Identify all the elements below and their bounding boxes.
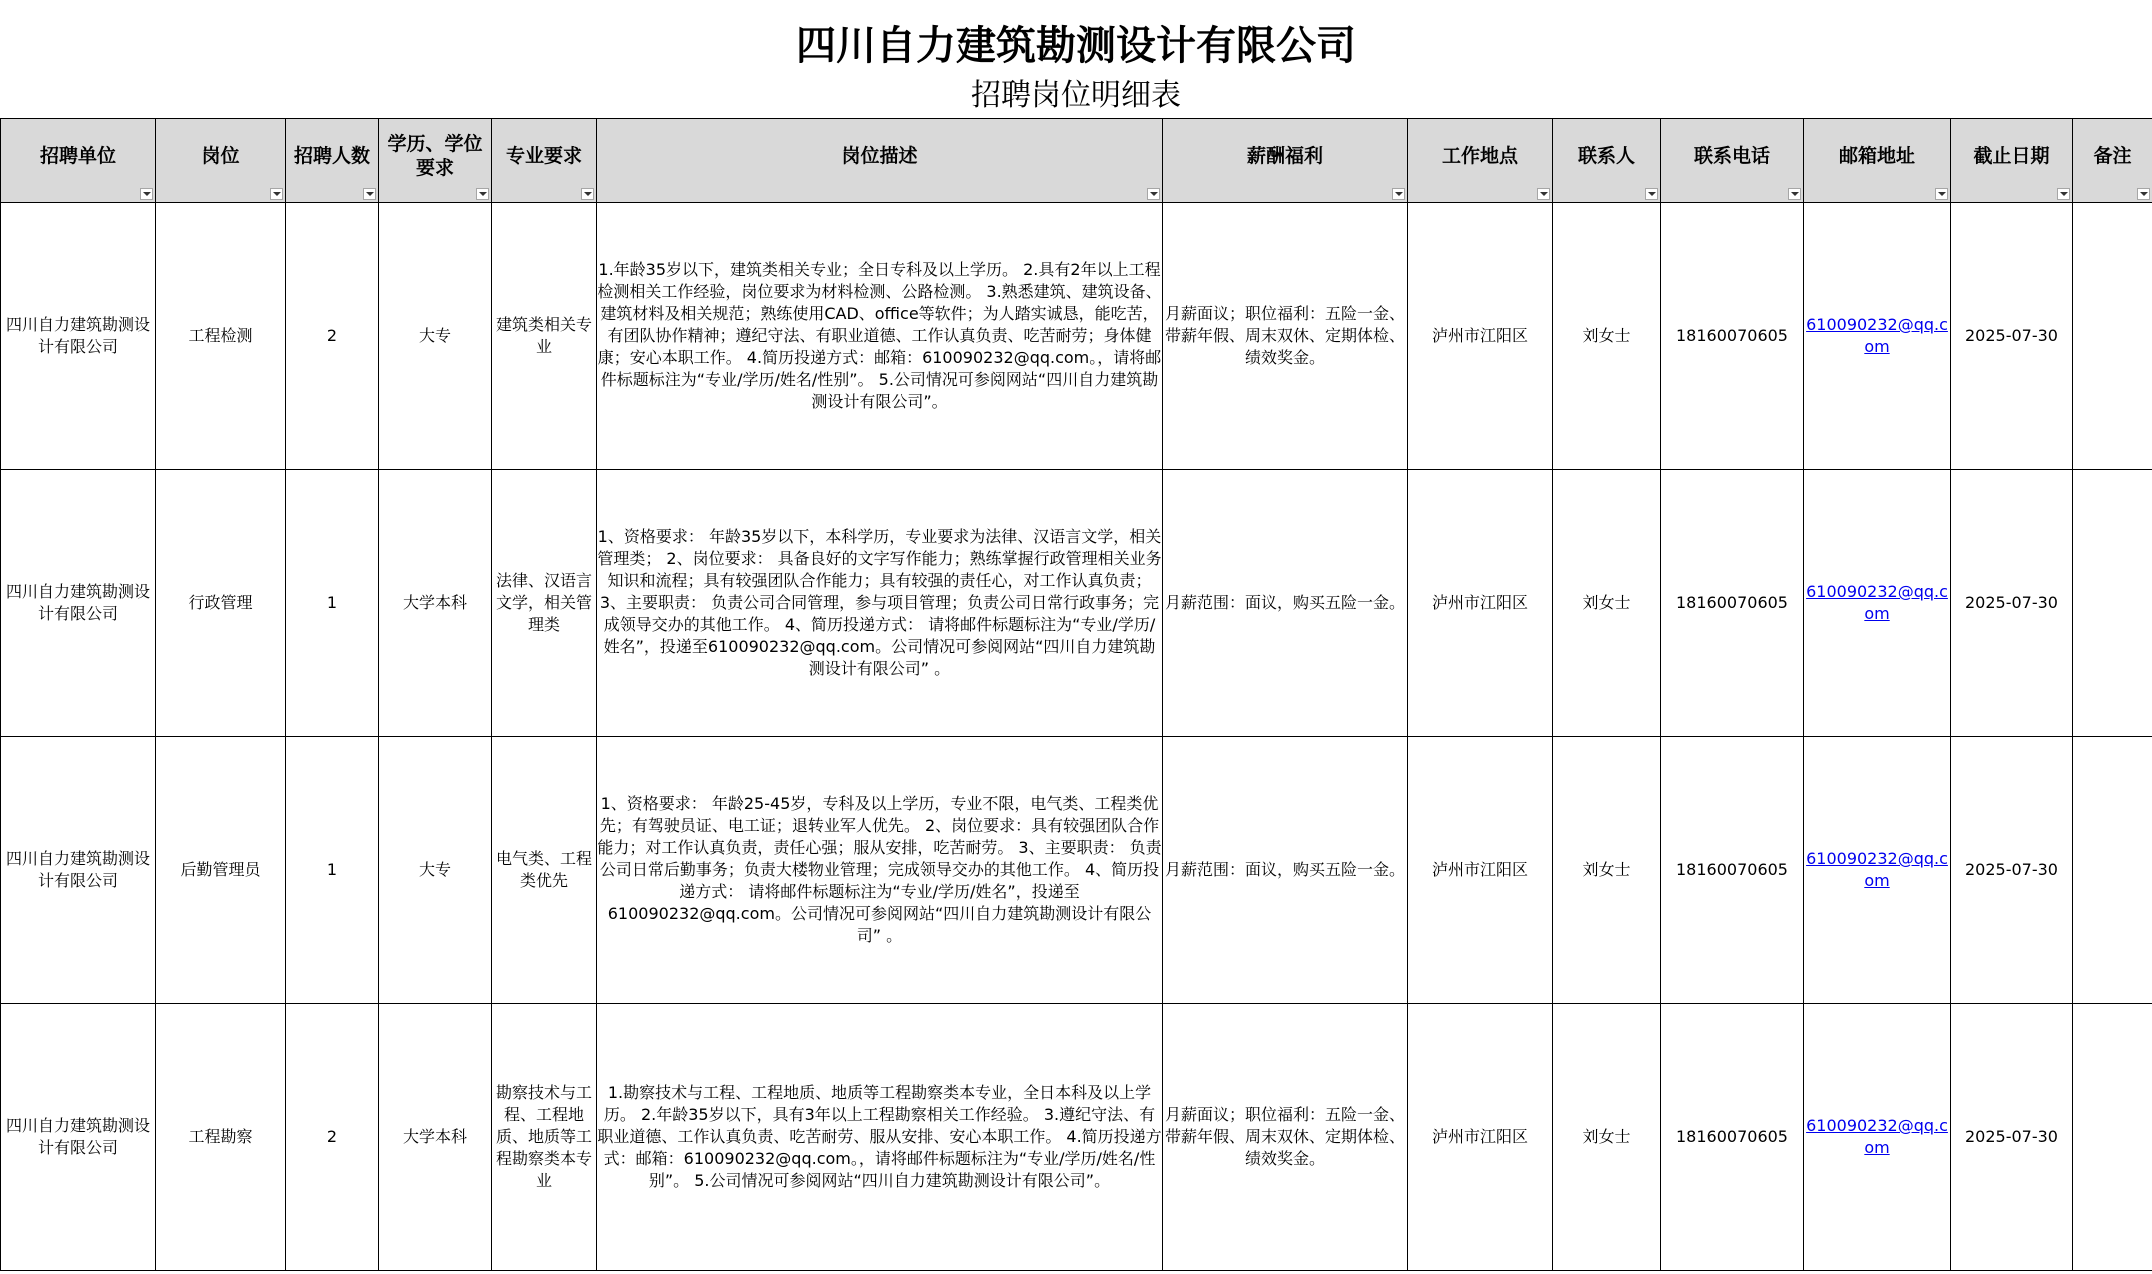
filter-dropdown-icon[interactable] — [2137, 188, 2150, 200]
cell-unit: 四川自力建筑勘测设计有限公司 — [1, 737, 156, 1004]
cell-location: 泸州市江阳区 — [1408, 203, 1553, 470]
cell-major: 电气类、工程类优先 — [492, 737, 597, 1004]
filter-dropdown-icon[interactable] — [476, 188, 489, 200]
header-label: 学历、学位要求 — [387, 132, 483, 179]
header-label: 薪酬福利 — [1246, 144, 1323, 167]
cell-description: 1.年龄35岁以下，建筑类相关专业；全日专科及以上学历。 2.具有2年以上工程检测相关工作经验，岗位要求为材料检测、公路检测。 3.熟悉建筑、建筑设备、建筑材料及相关规范；熟练使用CAD、office等软件；为人踏实诚恳，能吃苦，有团队协作精神；遵纪守法、有职业道德、工作认真负责、吃苦耐劳；身体健康；安心本职工作。 4.简历投递方式：邮箱：610090232@qq.com。，请将邮件标题标注为“专业/学历/姓名/性别”。 5.公司情况可参阅网站“四川自力建筑勘测设计有限公司”。 — [597, 203, 1163, 470]
cell-position: 工程勘察 — [156, 1004, 286, 1271]
header-position — [156, 119, 286, 203]
header-salary — [1163, 119, 1408, 203]
cell-count: 1 — [286, 470, 379, 737]
cell-phone: 18160070605 — [1661, 737, 1804, 1004]
cell-unit: 四川自力建筑勘测设计有限公司 — [1, 1004, 156, 1271]
header-major — [492, 119, 597, 203]
page-title: 四川自力建筑勘测设计有限公司 — [796, 23, 1356, 69]
cell-contact: 刘女士 — [1553, 737, 1661, 1004]
header-label: 专业要求 — [505, 144, 582, 167]
header-unit — [1, 119, 156, 203]
header-label: 截止日期 — [1973, 144, 2050, 167]
filter-dropdown-icon[interactable] — [1788, 188, 1801, 200]
filter-dropdown-icon[interactable] — [1935, 188, 1948, 200]
cell-education: 大专 — [379, 737, 492, 1004]
header-label: 联系电话 — [1693, 144, 1770, 167]
header-count — [286, 119, 379, 203]
cell-education: 大专 — [379, 203, 492, 470]
header-location — [1408, 119, 1553, 203]
header-email — [1804, 119, 1951, 203]
cell-remark — [2073, 470, 2152, 737]
cell-education: 大学本科 — [379, 470, 492, 737]
header-deadline — [1951, 119, 2073, 203]
header-contact — [1553, 119, 1661, 203]
cell-contact: 刘女士 — [1553, 470, 1661, 737]
cell-location: 泸州市江阳区 — [1408, 1004, 1553, 1271]
table-row — [1, 737, 2152, 1004]
cell-description: 1.勘察技术与工程、工程地质、地质等工程勘察类本专业，全日本科及以上学历。 2.年龄35岁以下，具有3年以上工程勘察相关工作经验。 3.遵纪守法、有职业道德、工作认真负责、吃苦耐劳、服从安排、安心本职工作。 4.简历投递方式：邮箱：610090232@qq.com。，请将邮件标题标注为“专业/学历/姓名/性别”。 5.公司情况可参阅网站“四川自力建筑勘测设计有限公司”。 — [597, 1004, 1163, 1271]
filter-dropdown-icon[interactable] — [1392, 188, 1405, 200]
filter-dropdown-icon[interactable] — [1147, 188, 1160, 200]
cell-description: 1、资格要求： 年龄35岁以下，本科学历，专业要求为法律、汉语言文学，相关管理类； 2、岗位要求： 具备良好的文字写作能力；熟练掌握行政管理相关业务知识和流程；具有较强团队合作能力；具有较强的责任心，对工作认真负责； 3、主要职责： 负责公司合同管理，参与项目管理；负责公司日常行政事务；完成领导交办的其他工作。 4、简历投递方式： 请将邮件标题标注为“专业/学历/姓名”，投递至610090232@qq.com。公司情况可参阅网站“四川自力建筑勘测设计有限公司” 。 — [597, 470, 1163, 737]
table-row — [1, 203, 2152, 470]
header-row — [1, 119, 2152, 203]
email-link[interactable]: 610090232@qq.com — [1806, 849, 1948, 890]
cell-phone: 18160070605 — [1661, 1004, 1804, 1271]
cell-salary: 月薪面议；职位福利：五险一金、带薪年假、周末双休、定期体检、绩效奖金。 — [1163, 1004, 1408, 1271]
filter-dropdown-icon[interactable] — [140, 188, 153, 200]
cell-salary: 月薪范围：面议，购买五险一金。 — [1163, 470, 1408, 737]
cell-salary: 月薪面议；职位福利：五险一金、带薪年假、周末双休、定期体检、绩效奖金。 — [1163, 203, 1408, 470]
cell-count: 2 — [286, 1004, 379, 1271]
cell-contact: 刘女士 — [1553, 203, 1661, 470]
cell-count: 2 — [286, 203, 379, 470]
cell-remark — [2073, 737, 2152, 1004]
filter-dropdown-icon[interactable] — [363, 188, 376, 200]
header-education — [379, 119, 492, 203]
cell-count: 1 — [286, 737, 379, 1004]
filter-dropdown-icon[interactable] — [270, 188, 283, 200]
email-link[interactable]: 610090232@qq.com — [1806, 582, 1948, 623]
header-label: 联系人 — [1577, 144, 1635, 167]
filter-dropdown-icon[interactable] — [1537, 188, 1550, 200]
cell-email — [1804, 203, 1951, 470]
email-link[interactable]: 610090232@qq.com — [1806, 315, 1948, 356]
cell-description: 1、资格要求： 年龄25-45岁，专科及以上学历，专业不限，电气类、工程类优先；有驾驶员证、电工证；退转业军人优先。 2、岗位要求：具有较强团队合作能力；对工作认真负责，责任心强；服从安排，吃苦耐劳。 3、主要职责： 负责公司日常后勤事务；负责大楼物业管理；完成领导交办的其他工作。 4、简历投递方式： 请将邮件标题标注为“专业/学历/姓名”，投递至610090232@qq.com。公司情况可参阅网站“四川自力建筑勘测设计有限公司” 。 — [597, 737, 1163, 1004]
cell-deadline: 2025-07-30 — [1951, 1004, 2073, 1271]
header-label: 工作地点 — [1441, 144, 1518, 167]
filter-dropdown-icon[interactable] — [581, 188, 594, 200]
cell-major: 法律、汉语言文学，相关管理类 — [492, 470, 597, 737]
filter-dropdown-icon[interactable] — [2057, 188, 2070, 200]
page-subtitle: 招聘岗位明细表 — [971, 78, 1181, 113]
cell-position: 行政管理 — [156, 470, 286, 737]
header-label: 岗位 — [201, 144, 240, 167]
table-row — [1, 470, 2152, 737]
cell-unit: 四川自力建筑勘测设计有限公司 — [1, 203, 156, 470]
cell-remark — [2073, 203, 2152, 470]
cell-deadline: 2025-07-30 — [1951, 737, 2073, 1004]
cell-location: 泸州市江阳区 — [1408, 470, 1553, 737]
header-label: 备注 — [2093, 144, 2132, 167]
table-row — [1, 1004, 2152, 1271]
cell-location: 泸州市江阳区 — [1408, 737, 1553, 1004]
cell-contact: 刘女士 — [1553, 1004, 1661, 1271]
header-label: 岗位描述 — [841, 144, 918, 167]
header-remark — [2073, 119, 2152, 203]
cell-education: 大学本科 — [379, 1004, 492, 1271]
cell-unit: 四川自力建筑勘测设计有限公司 — [1, 470, 156, 737]
cell-major: 建筑类相关专业 — [492, 203, 597, 470]
cell-major: 勘察技术与工程、工程地质、地质等工程勘察类本专业 — [492, 1004, 597, 1271]
cell-phone: 18160070605 — [1661, 203, 1804, 470]
cell-remark — [2073, 1004, 2152, 1271]
filter-dropdown-icon[interactable] — [1645, 188, 1658, 200]
cell-position: 工程检测 — [156, 203, 286, 470]
cell-deadline: 2025-07-30 — [1951, 203, 2073, 470]
cell-deadline: 2025-07-30 — [1951, 470, 2073, 737]
header-phone — [1661, 119, 1804, 203]
cell-position: 后勤管理员 — [156, 737, 286, 1004]
cell-email — [1804, 470, 1951, 737]
header-label: 招聘单位 — [39, 144, 116, 167]
recruitment-table — [0, 118, 2152, 1271]
cell-email — [1804, 1004, 1951, 1271]
header-description — [597, 119, 1163, 203]
header-label: 招聘人数 — [293, 144, 370, 167]
header-label: 邮箱地址 — [1838, 144, 1915, 167]
cell-phone: 18160070605 — [1661, 470, 1804, 737]
email-link[interactable]: 610090232@qq.com — [1806, 1116, 1948, 1157]
cell-salary: 月薪范围：面议，购买五险一金。 — [1163, 737, 1408, 1004]
cell-email — [1804, 737, 1951, 1004]
